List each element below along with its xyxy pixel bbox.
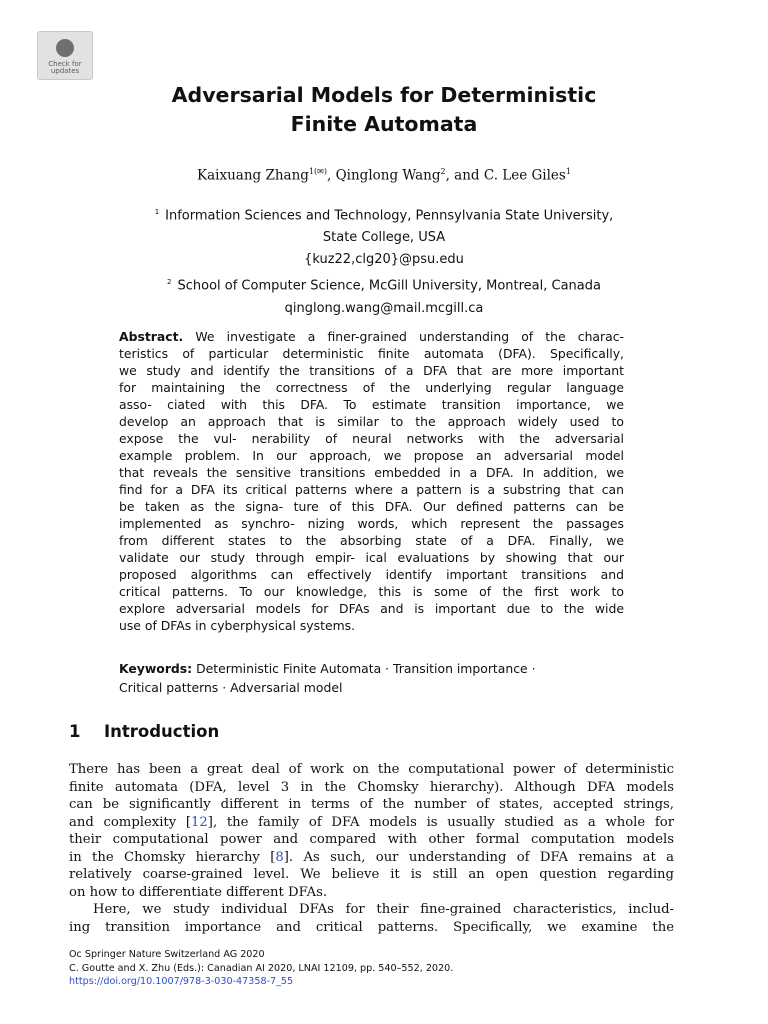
author-name: Qinglong Wang — [335, 167, 441, 184]
copyright-line: Oc Springer Nature Switzerland AG 2020 — [69, 949, 265, 960]
citation-link[interactable]: 12 — [191, 814, 208, 830]
page-footer — [69, 948, 453, 989]
author-name: C. Lee Giles — [483, 167, 566, 184]
title-line: Finite Automata — [290, 112, 478, 136]
affiliation-line: $^2$ School of Computer Science, McGill University, Montreal, Canada — [167, 278, 601, 294]
abstract-line: develop an approach that is similar to the approach widely used to — [119, 414, 624, 429]
abstract-line: expose the vul- nerability of neural networks with the adversarial — [119, 431, 624, 446]
body-line: finite automata (DFA, level 3 in the Chomsky hierarchy). Although DFA models — [69, 779, 674, 795]
keywords-line: Keywords: Deterministic Finite Automata · Transition importance · — [119, 661, 536, 676]
abstract-line: for maintaining the correctness of the underlying regular language — [119, 380, 624, 395]
citation-link[interactable]: 8 — [275, 849, 284, 865]
abstract — [119, 328, 624, 634]
abstract-line: critical patterns. To our knowledge, this is some of the first work to — [119, 584, 624, 599]
abstract-line: from different states to the absorbing state of a DFA. Finally, we — [119, 533, 624, 548]
abstract-line: explore adversarial models for DFAs and is important due to the wide — [119, 601, 624, 616]
check-for-updates-badge[interactable] — [37, 31, 93, 80]
abstract-line: teristics of particular deterministic finite automata (DFA). Specifically, — [119, 346, 624, 361]
author-marker: 2 — [440, 167, 446, 176]
keywords — [119, 659, 624, 697]
affiliation-line: State College, USA — [322, 230, 446, 246]
author-list: Kaixuang Zhang$^{1(✉)}$, Qinglong Wang$^2$, and C. Lee Giles$^1$ — [197, 167, 571, 184]
keywords-line: Critical patterns · Adversarial model — [119, 680, 343, 695]
body-line: on how to differentiate different DFAs. — [69, 884, 328, 900]
author-marker: 1(✉) — [308, 167, 327, 176]
keywords-label: Keywords: — [119, 661, 193, 676]
author-marker: 1 — [565, 167, 571, 176]
abstract-line: find for a DFA its critical patterns where a pattern is a substring that can — [119, 482, 624, 497]
abstract-line: implemented as synchro- nizing words, which represent the passages — [119, 516, 624, 531]
affiliation-email: qinglong.wang@mail.mcgill.ca — [284, 300, 484, 316]
body-line: in the Chomsky hierarchy [8]. As such, our understanding of DFA remains at a — [69, 849, 674, 865]
body-line: There has been a great deal of work on the computational power of deterministic — [69, 762, 674, 777]
body-text — [69, 761, 674, 936]
doi-link[interactable]: https://doi.org/10.1007/978-3-030-47358-7_55 — [69, 976, 294, 987]
abstract-line: use of DFAs in cyberphysical systems. — [119, 618, 356, 633]
body-line: relatively coarse-grained level. We believe it is still an open question regarding — [69, 867, 674, 882]
abstract-line: we study and identify the transitions of a DFA that are more important — [119, 363, 624, 378]
body-line: ing transition importance and critical patterns. Specifically, we examine the — [69, 919, 674, 935]
affiliation-email: {kuz22,clg20}@psu.edu — [304, 252, 464, 268]
affiliations — [80, 201, 688, 320]
abstract-line: that reveals the sensitive transitions embedded in a DFA. In addition, we — [119, 465, 624, 480]
title-line: Adversarial Models for Deterministic — [171, 83, 597, 107]
abstract-line: be taken as the signa- ture of this DFA. Our defined patterns can be — [119, 499, 624, 514]
paper-title — [80, 81, 688, 139]
badge-label: Check for updates — [48, 60, 82, 75]
abstract-line: asso- ciated with this DFA. To estimate transition importance, we — [119, 397, 624, 412]
section-title: Introduction — [104, 722, 220, 741]
abstract-line: Abstract. We investigate a finer-grained understanding of the charac- — [119, 329, 624, 344]
citation-line: C. Goutte and X. Zhu (Eds.): Canadian AI 2020, LNAI 12109, pp. 540–552, 2020. — [69, 962, 454, 974]
body-line: their computational power and compared with other formal computation models — [69, 832, 674, 847]
abstract-label: Abstract. — [119, 329, 184, 344]
body-line: can be significantly different in terms of the number of states, accepted strings, — [69, 797, 674, 812]
abstract-line: validate our study through empir- ical evaluations by showing that our — [119, 550, 624, 565]
bookmark-icon — [56, 39, 74, 57]
affiliation-line: $^1$ Information Sciences and Technology, Pennsylvania State University, — [154, 208, 614, 224]
section-number: 1 — [69, 722, 81, 741]
abstract-line: proposed algorithms can effectively identify important transitions and — [119, 567, 624, 582]
section-heading — [69, 722, 219, 741]
author-name: Kaixuang Zhang — [197, 167, 309, 184]
body-line: Here, we study individual DFAs for their fine-grained characteristics, includ- — [93, 902, 674, 917]
abstract-line: example problem. In our approach, we propose an adversarial model — [119, 448, 624, 463]
body-line: and complexity [12], the family of DFA models is usually studied as a whole for — [69, 814, 674, 830]
